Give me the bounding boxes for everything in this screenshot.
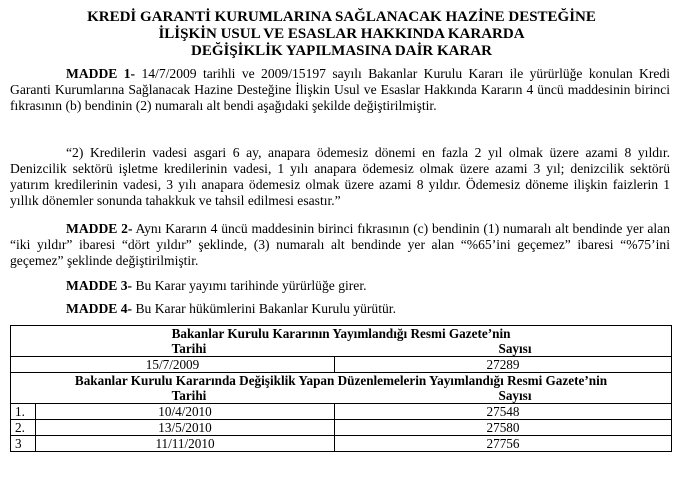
article-3-label: MADDE 3- bbox=[66, 278, 133, 293]
title-line-2: İLİŞKİN USUL VE ESASLAR HAKKINDA KARARDA bbox=[158, 26, 525, 42]
table-row bbox=[11, 420, 672, 436]
section-1-column-headers bbox=[15, 341, 667, 356]
title-line-1: KREDİ GARANTİ KURUMLARINA SAĞLANACAK HAZİNE DESTEĞİNE bbox=[87, 9, 596, 25]
article-1-text: 14/7/2009 tarihli ve 2009/15197 sayılı Bakanlar Kurulu Kararı ile yürürlüğe konulan Kredi Garanti Kurumlarına Sağlanacak Hazine Desteğine İlişkin Usul ve Esaslar Hakkında Kararın 4 üncü maddesinin birinci fıkrasının (b) bendinin (2) numaralı alt bendi aşağıdaki şekilde değiştirilmiştir. bbox=[10, 66, 670, 113]
title-line-3: DEĞİŞİKLİK YAPILMASINA DAİR KARAR bbox=[190, 43, 493, 59]
section-1-row bbox=[11, 357, 672, 373]
article-2-label: MADDE 2- bbox=[66, 221, 133, 236]
section-1-date-header: Tarihi bbox=[171, 341, 207, 356]
article-3-text: Bu Karar yayımı tarihinde yürürlüğe girer. bbox=[132, 278, 367, 293]
section-2-header bbox=[11, 373, 672, 404]
row-date: 13/5/2010 bbox=[36, 420, 335, 436]
section-1-header-row bbox=[11, 326, 672, 357]
article-4-text: Bu Karar hükümlerini Bakanlar Kurulu yürütür. bbox=[132, 301, 396, 316]
article-1-label: MADDE 1- bbox=[66, 66, 136, 81]
section-2-header-row bbox=[11, 373, 672, 404]
section-2-column-headers bbox=[15, 388, 667, 403]
section-2-header-text: Bakanlar Kurulu Kararında Değişiklik Yapan Düzenlemelerin Yayımlandığı Resmi Gazete’nin bbox=[74, 373, 608, 388]
row-number: 27548 bbox=[335, 404, 672, 420]
section-2-number-header: Sayısı bbox=[498, 388, 532, 403]
section-1-number-header: Sayısı bbox=[498, 341, 532, 356]
document-title bbox=[0, 0, 683, 60]
article-1-quote: “2) Kredilerin vadesi asgari 6 ay, anapara ödemesiz dönemi en fazla 2 yıl olmak üzere azami 8 yıldır. Denizcilik sektörü işletme kredilerinin vadesi, 1 yılı anapara ödemesiz olmak üzere azami 3 yıl; denizcilik sektörü yatırım kredilerinin vadesi, 3 yılı anapara ödemesiz olmak üzere azami 8 yıldır. Ödemesiz döneme ilişkin faizlerin 1 yıllık dönemler sonunda tahakkuk ve tahsil edilmesi esastır.” bbox=[10, 145, 670, 208]
article-1-paragraph bbox=[10, 66, 670, 114]
article-2-text: Aynı Kararın 4 üncü maddesinin birinci fıkrasının (c) bendinin (1) numaralı alt bendinde yer alan “iki yıldır” ibaresi “dört yıldır” şeklinde, (3) numaralı alt bendinde yer alan “%65’ini geçemez” ibaresi “%75’ini geçemez” şeklinde değiştirilmiştir. bbox=[10, 221, 670, 268]
article-2-paragraph bbox=[10, 221, 670, 269]
section-1-header-text: Bakanlar Kurulu Kararının Yayımlandığı Resmi Gazete’nin bbox=[171, 326, 511, 341]
section-2-date-header: Tarihi bbox=[171, 388, 207, 403]
row-date: 10/4/2010 bbox=[36, 404, 335, 420]
article-4-paragraph bbox=[10, 301, 670, 317]
row-index: 2. bbox=[11, 420, 36, 436]
row-number: 27756 bbox=[335, 436, 672, 452]
section-1-header bbox=[11, 326, 672, 357]
gazette-table bbox=[10, 325, 672, 452]
article-3-paragraph bbox=[10, 278, 670, 294]
row-date: 11/11/2010 bbox=[36, 436, 335, 452]
section-1-date: 15/7/2009 bbox=[11, 357, 335, 373]
row-number: 27580 bbox=[335, 420, 672, 436]
table-row bbox=[11, 404, 672, 420]
row-index: 3 bbox=[11, 436, 36, 452]
article-4-label: MADDE 4- bbox=[66, 301, 133, 316]
section-1-number: 27289 bbox=[335, 357, 672, 373]
row-index: 1. bbox=[11, 404, 36, 420]
table-row bbox=[11, 436, 672, 452]
